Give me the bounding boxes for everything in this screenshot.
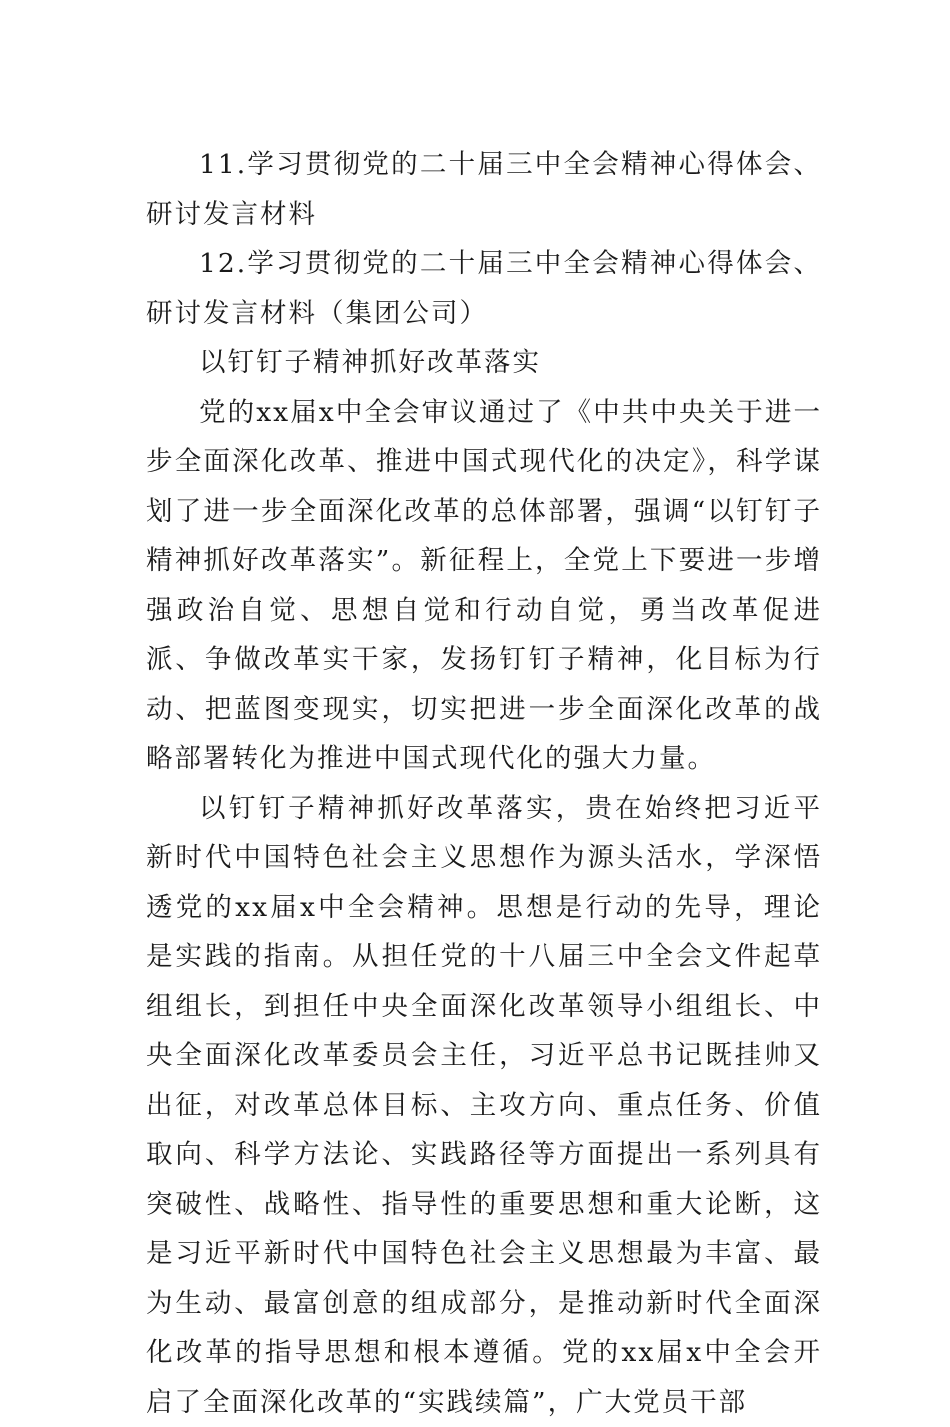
document-body xyxy=(146,140,822,1427)
list-item-11: 11.学习贯彻党的二十届三中全会精神心得体会、研讨发言材料 xyxy=(146,140,822,239)
article-title: 以钉钉子精神抓好改革落实 xyxy=(146,338,822,388)
body-paragraph-1: 党的xx届x中全会审议通过了《中共中央关于进一步全面深化改革、推进中国式现代化的决定》，科学谋划了进一步全面深化改革的总体部署，强调“以钉钉子精神抓好改革落实”。新征程上，全党上下要进一步增强政治自觉、思想自觉和行动自觉，勇当改革促进派、争做改革实干家，发扬钉钉子精神，化目标为行动、把蓝图变现实，切实把进一步全面深化改革的战略部署转化为推进中国式现代化的强大力量。 xyxy=(146,388,822,784)
body-paragraph-2: 以钉钉子精神抓好改革落实，贵在始终把习近平新时代中国特色社会主义思想作为源头活水，学深悟透党的xx届x中全会精神。思想是行动的先导，理论是实践的指南。从担任党的十八届三中全会文件起草组组长，到担任中央全面深化改革领导小组组长、中央全面深化改革委员会主任，习近平总书记既挂帅又出征，对改革总体目标、主攻方向、重点任务、价值取向、科学方法论、实践路径等方面提出一系列具有突破性、战略性、指导性的重要思想和重大论断，这是习近平新时代中国特色社会主义思想最为丰富、最为生动、最富创意的组成部分，是推动新时代全面深化改革的指导思想和根本遵循。党的xx届x中全会开启了全面深化改革的“实践续篇”，广大党员干部 xyxy=(146,784,822,1427)
list-item-12: 12.学习贯彻党的二十届三中全会精神心得体会、研讨发言材料（集团公司） xyxy=(146,239,822,338)
